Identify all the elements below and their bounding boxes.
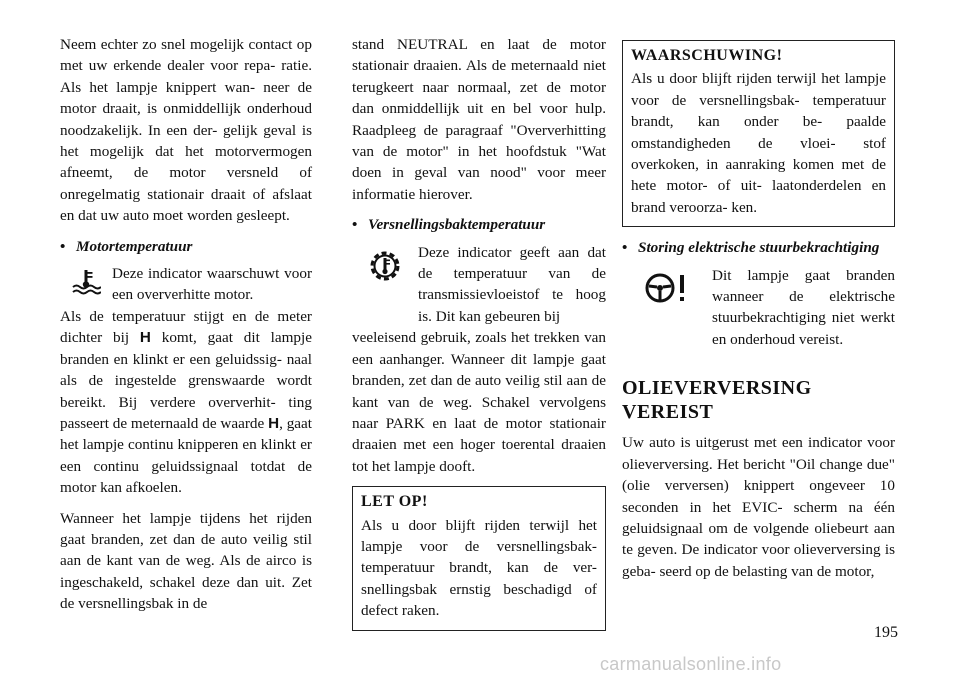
bullet-power-steering-label: Storing elektrische stuurbekrachtiging <box>638 239 880 257</box>
section-title-oil-change: OLIEVERVERSING VEREIST <box>622 377 812 424</box>
bullet-transmission-temperature-label: Versnellingsbaktemperatuur <box>368 216 546 234</box>
bullet-power-steering: • Storing elektrische stuurbekrachtiging <box>622 237 895 258</box>
bullet-transmission-temperature: • Versnellingsbaktemperatuur <box>352 214 606 235</box>
engine-temperature-indicator <box>60 263 312 306</box>
bullet-engine-temperature-label: Motortemperatuur <box>76 237 193 255</box>
watermark: carmanualsonline.info <box>600 654 782 674</box>
caution-box <box>352 486 606 630</box>
caution-title: LET OP! <box>361 493 428 511</box>
column-middle <box>352 34 606 641</box>
warning-text: Als u door blijft rijden terwijl het lampje voor de versnellingsbak- temperatuur brandt, kan onder be- paalde omstandigheden de vloei- stof overkoken, in aanraking komen met de hete motor- of uit- laatonderdelen en brand veroorza- ken. <box>631 70 886 216</box>
transmission-temperature-icon <box>352 242 418 284</box>
page-number: 195 <box>874 624 898 641</box>
paragraph-lamp-while-driving: Wanneer het lampje tijdens het rijden gaat branden, zet dan de auto veilig stil aan de kant van de weg. Als de airco is ingeschakeld, schakel deze dan uit. Zet de versnellingsbak in de <box>60 509 312 613</box>
paragraph-neutral: stand NEUTRAL en laat de motor stationair draaien. Als de meternaald niet terugkeert naar normaal, zet de motor dan onmiddellijk uit en bel voor hulp. Raadpleeg de paragraaf "Oververhitting van de motor" in het hoofdstuk "Wat doen in geval van nood" voor meer informatie hierover. <box>352 36 606 203</box>
caution-text: Als u door blijft rijden terwijl het lampje voor de versnellingsbak- temperatuur brandt, kan de ver- snellingsbak ernstig beschadigd of defect raken. <box>361 516 597 620</box>
column-left <box>60 34 312 624</box>
engine-temperature-icon <box>60 263 112 295</box>
warning-title: WAARSCHUWING! <box>631 47 783 64</box>
bullet-engine-temperature: • Motortemperatuur <box>60 236 312 257</box>
power-steering-description: Dit lampje gaat branden wanneer de elektrische stuurbekrachtiging niet werkt en onderhoud vereist. <box>712 266 895 348</box>
paragraph-repair-intro: Neem echter zo snel mogelijk contact op met uw erkende dealer voor repa- ratie. Als het lampje knippert wan- neer de motor draait, is onmiddellijk onderhoud noodzakelijk. In een der- gelijk geval is het mogelijk dat het motorvermogen afneemt, de motor versneld of onregelmatig stationair draait of afslaat en dat uw auto moet worden gesleept. <box>60 36 312 225</box>
transmission-temperature-description: Deze indicator geeft aan dat de temperatuur van de transmissievloeistof te hoog is. Dit kan gebeuren bij <box>418 243 606 325</box>
transmission-temperature-indicator <box>352 242 606 328</box>
engine-temperature-description: Deze indicator waarschuwt voor een oververhitte motor. <box>112 265 312 304</box>
paragraph-oil-change: Uw auto is uitgerust met een indicator voor olieverversing. Het bericht "Oil change due"(olie verversen) knippert ongeveer 10 seconden in het EVIC- scherm na één geluidsignaal om de volgende oliebeurt aan te geven. De indicator voor olieverversing is geba- seerd op de belasting van de motor, <box>622 434 895 580</box>
paragraph-temperature-rise: Als de temperatuur stijgt en de meter dichter bij H komt, gaat dit lampje branden en klinkt er een geluidssig- naal als de ingestelde grenswaarde wordt bereikt. Bij verdere oververhit- ting passeert de meternaald de waarde H, gaat het lampje continu knipperen en klinkt er een continu geluidssignaal totdat de motor kan afkoelen. <box>60 307 312 497</box>
paragraph-towing: veeleisend gebruik, zoals het trekken van een aanhanger. Wanneer dit lampje gaat branden, zet dan de auto veilig stil aan de kant van de weg. Schakel vervolgens naar PARK en laat de motor stationair draaien met een hoger toerental draaien tot het lampje dooft. <box>352 329 606 475</box>
warning-box <box>622 40 895 227</box>
power-steering-warning-icon <box>622 265 712 305</box>
column-right <box>622 34 895 591</box>
power-steering-indicator <box>622 265 895 351</box>
